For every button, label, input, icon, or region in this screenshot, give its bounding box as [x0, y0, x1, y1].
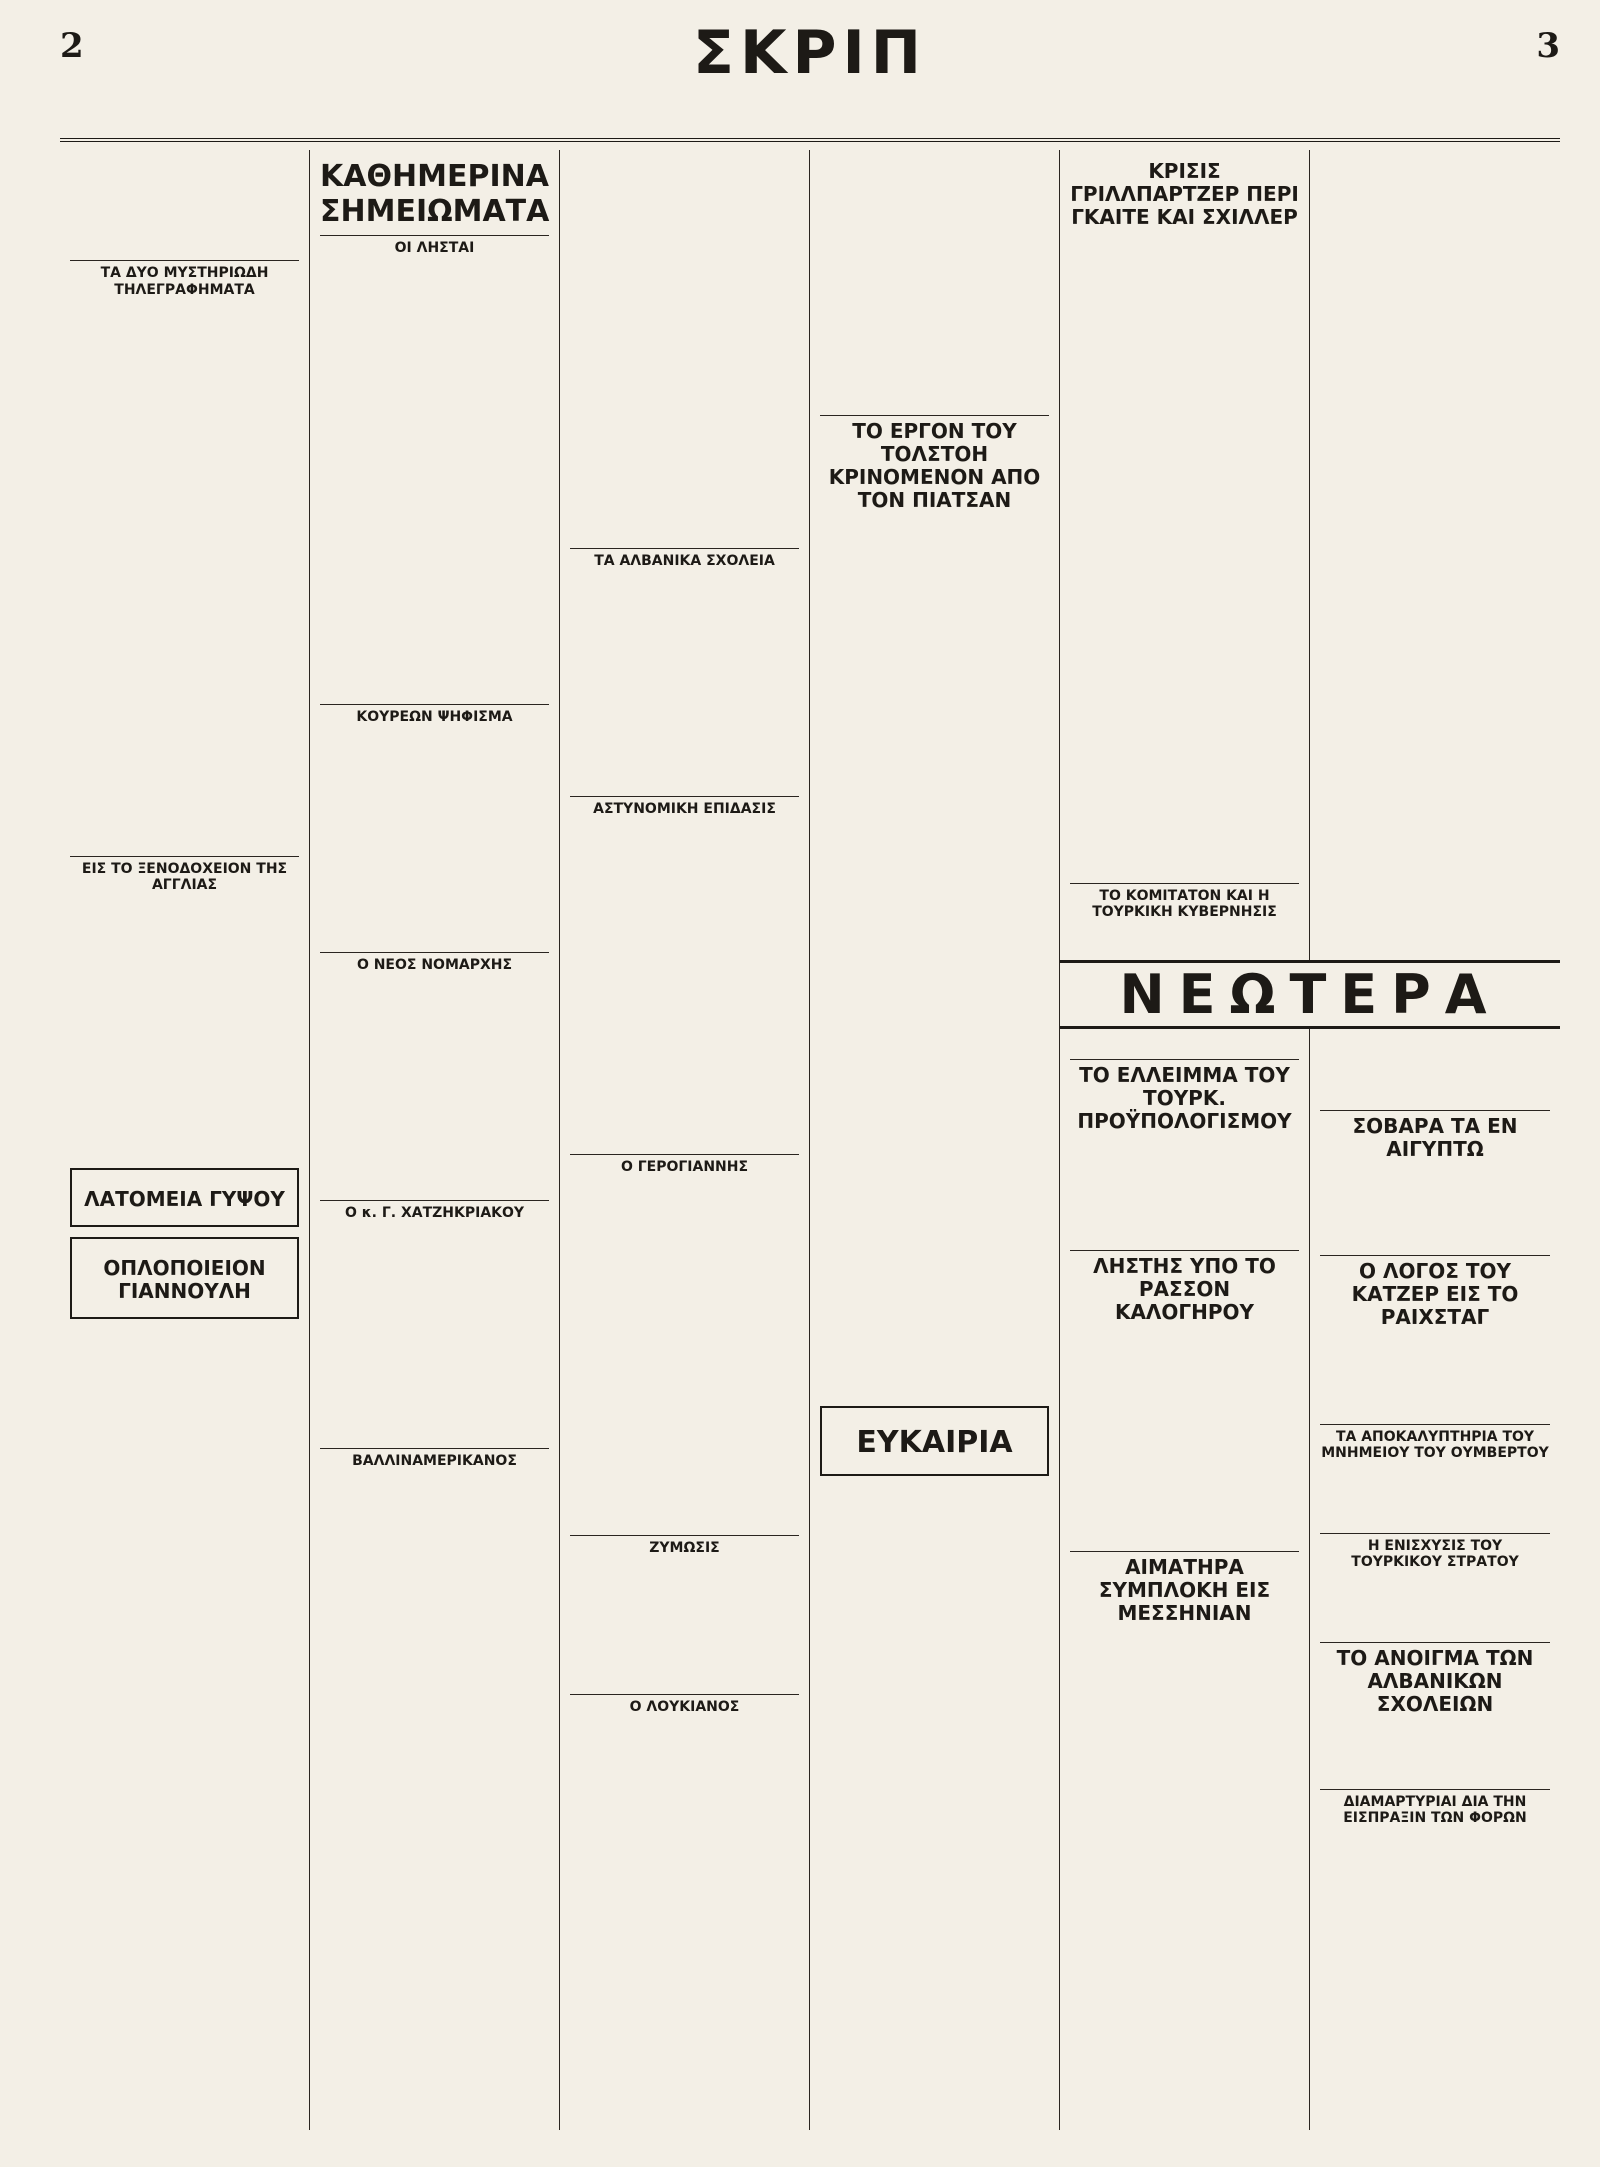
columns	[60, 150, 1560, 2130]
page-number-right: 3	[1536, 26, 1560, 66]
ad-title: ΕΥΚΑΙΡΙΑ	[856, 1424, 1013, 1460]
subheadline: Ο ΛΟΓΟΣ ΤΟΥ ΚΑΤΖΕΡ ΕΙΣ ΤΟ ΡΑΙΧΣΤΑΓ	[1320, 1255, 1550, 1329]
subheadline: Ο κ. Γ. ΧΑΤΖΗΚΡΙΑΚΟΥ	[320, 1200, 549, 1221]
subheadline: Η ΕΝΙΣΧΥΣΙΣ ΤΟΥ ΤΟΥΡΚΙΚΟΥ ΣΤΡΑΤΟΥ	[1320, 1533, 1550, 1570]
column-2	[310, 150, 560, 2130]
page-number-left: 2	[60, 26, 84, 66]
subheadline: ΖΥΜΩΣΙΣ	[570, 1535, 799, 1556]
advertisement	[70, 1237, 299, 1319]
subheadline: Ο ΓΕΡΟΓΙΑΝΝΗΣ	[570, 1154, 799, 1175]
subheadline: ΤΑ ΑΛΒΑΝΙΚΑ ΣΧΟΛΕΙΑ	[570, 548, 799, 569]
subheadline: ΑΙΜΑΤΗΡΑ ΣΥΜΠΛΟΚΗ ΕΙΣ ΜΕΣΣΗΝΙΑΝ	[1070, 1551, 1299, 1625]
newspaper-title: ΣΚΡΙΠ	[693, 18, 927, 88]
ad-title: ΟΠΛΟΠΟΙΕΙΟΝ ΓΙΑΝΝΟΥΛΗ	[103, 1256, 266, 1304]
headline: ΚΑΘΗΜΕΡΙΝΑ ΣΗΜΕΙΩΜΑΤΑ	[320, 159, 550, 229]
advertisement	[70, 1168, 299, 1227]
news-banner: ΝΕΩΤΕΡΑ	[1060, 960, 1560, 1029]
subheadline: ΟΙ ΛΗΣΤΑΙ	[320, 235, 549, 256]
column-3	[560, 150, 810, 2130]
subheadline: ΛΗΣΤΗΣ ΥΠΟ ΤΟ ΡΑΣΣΟΝ ΚΑΛΟΓΗΡΟΥ	[1070, 1250, 1299, 1324]
subheadline: ΣΟΒΑΡΑ ΤΑ ΕΝ ΑΙΓΥΠΤΩ	[1320, 1110, 1550, 1161]
ad-title: ΛΑΤΟΜΕΙΑ ΓΥΨΟΥ	[84, 1187, 285, 1212]
subheadline: ΒΑΛΛΙΝΑΜΕΡΙΚΑΝΟΣ	[320, 1448, 549, 1469]
advertisement	[820, 1406, 1049, 1477]
column-6	[1310, 150, 1560, 2130]
masthead	[60, 18, 1560, 142]
column-4	[810, 150, 1060, 2130]
subheadline: ΔΙΑΜΑΡΤΥΡΙΑΙ ΔΙΑ ΤΗΝ ΕΙΣΠΡΑΞΙΝ ΤΩΝ ΦΟΡΩΝ	[1320, 1789, 1550, 1826]
subheadline: Ο ΝΕΟΣ ΝΟΜΑΡΧΗΣ	[320, 952, 549, 973]
subheadline: Ο ΛΟΥΚΙΑΝΟΣ	[570, 1694, 799, 1715]
subheadline: ΤΟ ΕΛΛΕΙΜΜΑ ΤΟΥ ΤΟΥΡΚ. ΠΡΟΫΠΟΛΟΓΙΣΜΟΥ	[1070, 1059, 1299, 1133]
subheadline: ΑΣΤΥΝΟΜΙΚΗ ΕΠΙΔΑΣΙΣ	[570, 796, 799, 817]
headline: ΚΡΙΣΙΣ ΓΡΙΛΛΠΑΡΤΖΕΡ ΠΕΡΙ ΓΚΑΙΤΕ ΚΑΙ ΣΧΙΛΛΕΡ	[1070, 159, 1299, 229]
subheadline: ΤΟ ΑΝΟΙΓΜΑ ΤΩΝ ΑΛΒΑΝΙΚΩΝ ΣΧΟΛΕΙΩΝ	[1320, 1642, 1550, 1716]
headline: ΤΟ ΕΡΓΟΝ ΤΟΥ ΤΟΛΣΤΟΗ ΚΡΙΝΟΜΕΝΟΝ ΑΠΟ ΤΟΝ ΠΙΑΤΣΑΝ	[820, 415, 1049, 512]
column-1	[60, 150, 310, 2130]
subheadline: ΤΟ ΚΟΜΙΤΑΤΟΝ ΚΑΙ Η ΤΟΥΡΚΙΚΗ ΚΥΒΕΡΝΗΣΙΣ	[1070, 883, 1299, 920]
column-5	[1060, 150, 1310, 2130]
headline: ΕΙΣ ΤΟ ΞΕΝΟΔΟΧΕΙΟΝ ΤΗΣ ΑΓΓΛΙΑΣ	[70, 856, 299, 893]
subheadline: ΚΟΥΡΕΩΝ ΨΗΦΙΣΜΑ	[320, 704, 549, 725]
headline: ΤΑ ΔΥΟ ΜΥΣΤΗΡΙΩΔΗ ΤΗΛΕΓΡΑΦΗΜΑΤΑ	[70, 260, 299, 297]
subheadline: ΤΑ ΑΠΟΚΑΛΥΠΤΗΡΙΑ ΤΟΥ ΜΝΗΜΕΙΟΥ ΤΟΥ ΟΥΜΒΕΡΤΟΥ	[1320, 1424, 1550, 1461]
